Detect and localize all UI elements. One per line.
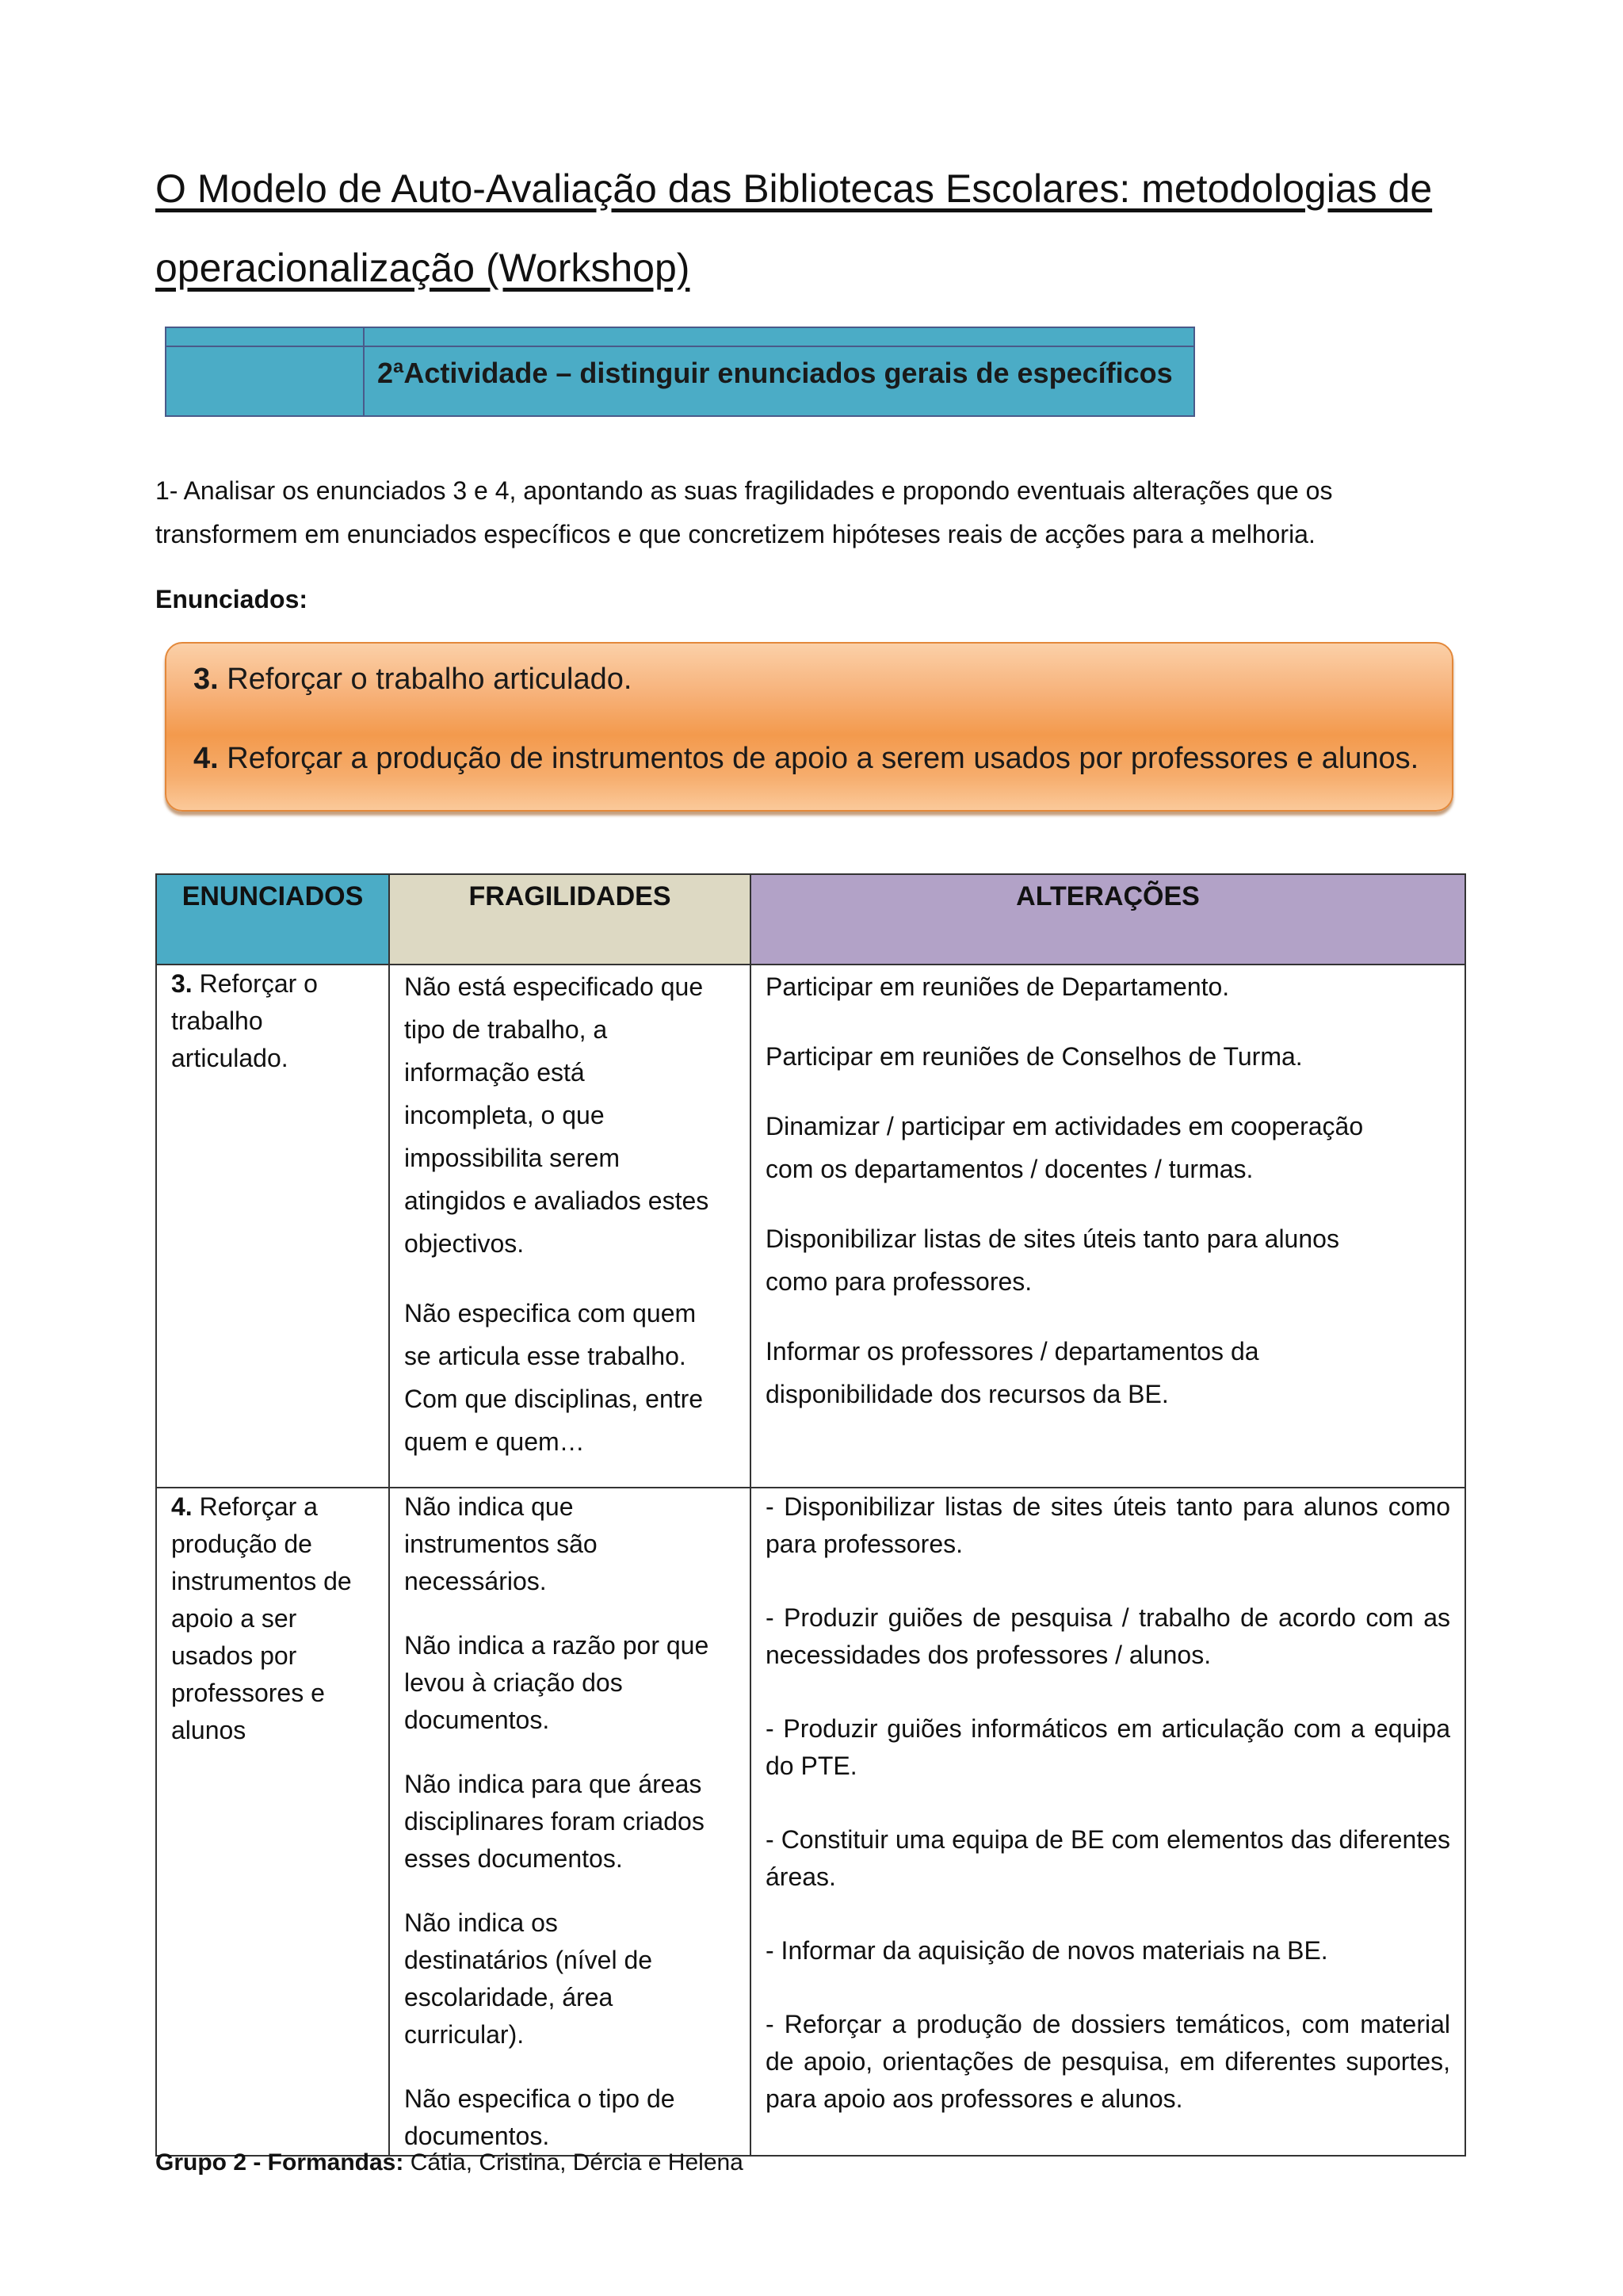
row-3-enunciado (156, 965, 389, 1488)
text-line: documentos. (404, 2122, 550, 2150)
row-4-alteracoes (750, 1488, 1465, 2156)
text-line: escolaridade, área (404, 1983, 613, 2011)
text-line: Não está especificado que (404, 972, 704, 1001)
alteracao-paragraph (766, 1217, 1450, 1303)
statement-4-number: 4. (193, 742, 219, 775)
text-line: impossibilita serem (404, 1144, 621, 1172)
text-line: Não indica que (404, 1492, 574, 1521)
statement-4-text: Reforçar a produção de instrumentos de apoio a serem usados por professores e alunos. (218, 742, 1419, 775)
enunciados-label: Enunciados: (155, 585, 308, 613)
document-title (155, 149, 1465, 308)
text-line: levou à criação dos (404, 1668, 623, 1697)
text-line: Participar em reuniões de Conselhos de Turma. (766, 1042, 1303, 1071)
alteracao-paragraph: - Informar da aquisição de novos materiais na BE. (766, 1936, 1328, 1965)
text-line: disciplinares foram criados (404, 1807, 705, 1836)
alteracao-paragraph (766, 1330, 1450, 1415)
enun-line: articulado. (171, 1044, 288, 1072)
statement-4 (193, 742, 1419, 776)
text-line: Disponibilizar listas de sites úteis tanto para alunos (766, 1224, 1339, 1253)
fragilidade-paragraph (404, 2080, 735, 2155)
alteracao-paragraph: - Produzir guiões informáticos em articulação com a equipa do PTE. (766, 1714, 1450, 1780)
text-line: Com que disciplinas, entre (404, 1385, 704, 1413)
text-line: necessários. (404, 1567, 547, 1595)
text-line: Informar os professores / departamentos da (766, 1337, 1259, 1366)
alteracao-paragraph: - Disponibilizar listas de sites úteis tanto para alunos como para professores. (766, 1492, 1450, 1558)
row-4-enunciado (156, 1488, 389, 2156)
enun-line: professores e (171, 1679, 325, 1707)
footer (155, 2149, 743, 2176)
text-line: atingidos e avaliados estes (404, 1186, 709, 1215)
fragilidade-paragraph (404, 1766, 735, 1878)
title-line-1: O Modelo de Auto-Avaliação das Bibliotecas Escolares: metodologias de (155, 166, 1433, 211)
table-row (156, 1488, 1465, 2156)
header-fragilidades: FRAGILIDADES (389, 874, 750, 965)
activity-box-top-row (166, 328, 1193, 347)
text-line: Não indica os (404, 1908, 558, 1937)
alteracao-paragraph: - Reforçar a produção de dossiers temáticos, com material de apoio, orientações de pesquisa, em diferentes suportes, para apoio aos professores e alunos. (766, 2010, 1450, 2113)
enun-line: Reforçar a (192, 1492, 318, 1521)
statements-box (165, 642, 1453, 812)
fragilidade-paragraph (404, 965, 735, 1265)
text-line: Participar em reuniões de Departamento. (766, 972, 1230, 1001)
alteracao-paragraph: - Constituir uma equipa de BE com elementos das diferentes áreas. (766, 1825, 1450, 1891)
alteracao-paragraph (766, 1105, 1450, 1190)
enun-line: apoio a ser (171, 1604, 297, 1633)
statement-3 (193, 663, 632, 697)
alteracao-paragraph (766, 965, 1450, 1008)
footer-label: Grupo 2 - Formandas: (155, 2149, 404, 2176)
fragilidade-paragraph (404, 1488, 735, 1600)
text-line: tipo de trabalho, a (404, 1015, 608, 1044)
enun-line: produção de (171, 1530, 312, 1558)
row-3-number: 3. (171, 969, 193, 998)
title-line-2: operacionalização (Workshop) (155, 246, 690, 290)
activity-title: 2ªActividade – distinguir enunciados gerais de específicos (377, 357, 1173, 389)
table-row (156, 965, 1465, 1488)
enun-line: instrumentos de (171, 1567, 352, 1595)
text-line: destinatários (nível de (404, 1946, 653, 1974)
text-line: Não indica a razão por que (404, 1631, 709, 1660)
header-alteracoes: ALTERAÇÕES (750, 874, 1465, 965)
activity-header-box (165, 327, 1195, 417)
intro-paragraph (155, 469, 1465, 556)
enun-line: alunos (171, 1716, 246, 1744)
header-enunciados: ENUNCIADOS (156, 874, 389, 965)
text-line: com os departamentos / docentes / turmas. (766, 1155, 1254, 1183)
text-line: se articula esse trabalho. (404, 1342, 686, 1370)
text-line: objectivos. (404, 1229, 525, 1258)
enun-line: trabalho (171, 1007, 263, 1035)
text-line: disponibilidade dos recursos da BE. (766, 1380, 1169, 1408)
text-line: documentos. (404, 1706, 550, 1734)
intro-line-1: 1- Analisar os enunciados 3 e 4, apontando as suas fragilidades e propondo eventuais alterações que os (155, 476, 1333, 505)
statement-3-text: Reforçar o trabalho articulado. (218, 663, 632, 696)
text-line: quem e quem… (404, 1427, 585, 1456)
footer-names: Cátia, Cristina, Dércia e Helena (403, 2149, 743, 2176)
text-line: Não especifica o tipo de (404, 2084, 675, 2113)
text-line: incompleta, o que (404, 1101, 605, 1129)
row-4-fragilidades (389, 1488, 750, 2156)
text-line: Não especifica com quem (404, 1299, 697, 1328)
alteracao-paragraph: - Produzir guiões de pesquisa / trabalho de acordo com as necessidades dos professores / alunos. (766, 1603, 1450, 1669)
fragilidade-paragraph (404, 1904, 735, 2053)
activity-box-divider (363, 328, 365, 415)
text-line: como para professores. (766, 1267, 1033, 1296)
row-4-number: 4. (171, 1492, 193, 1521)
text-line: curricular). (404, 2020, 525, 2049)
row-3-fragilidades (389, 965, 750, 1488)
analysis-table (155, 873, 1466, 2157)
text-line: informação está (404, 1058, 585, 1087)
intro-line-2: transformem em enunciados específicos e que concretizem hipóteses reais de acções para a melhoria. (155, 520, 1316, 548)
row-3-alteracoes (750, 965, 1465, 1488)
enun-line: Reforçar o (192, 969, 318, 998)
enun-line: usados por (171, 1641, 297, 1670)
alteracao-paragraph (766, 1035, 1450, 1078)
statement-3-number: 3. (193, 663, 219, 696)
text-line: Não indica para que áreas (404, 1770, 702, 1798)
fragilidade-paragraph (404, 1627, 735, 1739)
text-line: Dinamizar / participar em actividades em cooperação (766, 1112, 1364, 1140)
fragilidade-paragraph (404, 1292, 735, 1463)
table-header-row (156, 874, 1465, 965)
text-line: esses documentos. (404, 1844, 623, 1873)
text-line: instrumentos são (404, 1530, 598, 1558)
